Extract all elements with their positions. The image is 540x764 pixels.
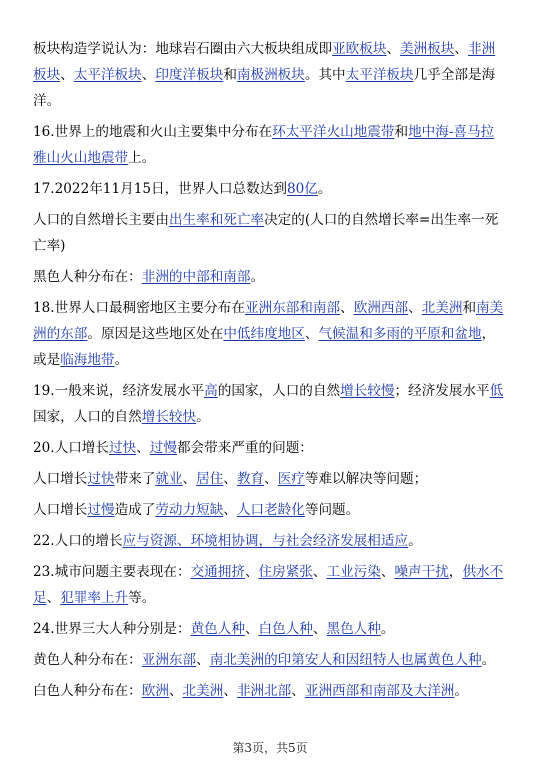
text-segment: ；经济发展水平 [394,383,490,399]
text-segment: 。 [250,269,265,285]
underlined-answer: 南北美洲的印第安人和因纽特人也属黄色人种 [209,652,482,668]
text-segment: 16.世界上的地震和火山主要集中分布在 [33,124,273,140]
text-segment: 、 [264,471,278,487]
text-segment: 、 [223,502,237,518]
text-segment: 决定的(人口的自然增长率=出生率一死 [264,212,499,228]
text-segment: 板块构造学说认为：地球岩石圈由六大板块组成即 [33,41,333,57]
text-line [33,559,509,585]
text-line [33,233,509,259]
text-segment: 。 [408,533,422,549]
text-segment: ， [481,326,496,342]
text-segment: 上。 [128,150,156,166]
underlined-answer: 低 [489,383,504,399]
underlined-answer: 噪声干扰 [394,564,449,580]
underlined-answer: 应与资源、环境相协调，与社会经济发展相适应 [122,533,409,549]
underlined-answer: 住房紧张 [258,564,313,580]
text-line [33,62,509,88]
text-segment: 20.人口增长 [33,440,109,456]
text-line [33,497,509,523]
underlined-answer: 过慢 [87,502,115,518]
text-line [33,295,509,321]
text-line [33,36,509,62]
underlined-answer: 交通拥挤 [190,564,245,580]
text-segment: 、 [454,41,468,57]
underlined-answer: 工业污染 [326,564,381,580]
underlined-answer: 劳动力短缺 [155,502,224,518]
underlined-answer: 黑色人种 [326,621,381,637]
text-segment: 。 [317,181,332,197]
underlined-answer: 临海地带 [60,352,115,368]
text-segment: ， [448,564,463,580]
text-segment: 、 [182,471,197,487]
underlined-answer: 教育 [236,471,265,487]
text-segment: 、 [223,471,237,487]
underlined-answer: 足 [33,590,47,606]
text-segment: 、 [136,440,150,456]
text-segment: 。原因是这些地区处在 [87,326,224,342]
text-segment: 。其中 [304,67,346,83]
text-segment: 、 [304,326,319,342]
text-segment: 、 [380,564,395,580]
underlined-answer: 太平洋板块 [73,67,142,83]
underlined-answer: 亚欧板块 [332,41,387,57]
underlined-answer: 非洲的中部和南部 [141,269,251,285]
text-line [33,678,509,704]
text-segment: 、 [168,683,183,699]
underlined-answer: 亚洲西部和南部及大洋洲 [304,683,455,699]
text-segment: 、 [223,683,237,699]
underlined-answer: 亚洲东部和南部 [244,300,341,316]
underlined-answer: 南美 [476,300,504,316]
text-segment: 。 [454,683,468,699]
underlined-answer: 北美洲 [421,300,463,316]
underlined-answer: 南极洲板块 [236,67,305,83]
text-segment: 。 [196,409,210,425]
text-line [33,145,509,171]
text-segment: 人口的自然增长主要由 [33,212,169,228]
text-line [33,404,509,430]
underlined-answer: 过快 [87,471,115,487]
page-number-label: 第3页，共5页 [232,741,308,755]
text-line [33,176,509,202]
text-segment: 和 [223,67,237,83]
text-line [33,264,509,290]
text-line [33,616,509,642]
text-segment: 、 [408,300,422,316]
page-body [33,36,509,704]
underlined-answer: 板块 [33,67,61,83]
text-segment: 、 [60,67,74,83]
text-line [33,88,509,114]
text-segment: 22.人口的增长 [33,533,123,549]
underlined-answer: 中低纬度地区 [223,326,305,342]
text-segment: 24.世界三大人种分别是： [33,621,191,637]
text-segment: 亡率) [33,238,66,254]
underlined-answer: 洲的东部 [33,326,88,342]
underlined-answer: 80亿 [286,181,318,197]
text-line [33,585,509,611]
text-segment: 17.2022年11月15日，世界人口总数达到 [33,181,287,197]
text-segment: 。 [114,352,129,368]
text-segment: 、 [196,652,210,668]
text-segment: 洋。 [33,93,61,109]
text-segment: 、 [291,683,305,699]
underlined-answer: 供水不 [462,564,504,580]
text-segment: 、 [386,41,401,57]
underlined-answer: 白色人种 [258,621,313,637]
text-segment: 、 [244,621,259,637]
text-segment: 和 [394,124,409,140]
underlined-answer: 增长较快 [141,409,197,425]
text-segment: 、 [244,564,259,580]
underlined-answer: 犯罪率上升 [60,590,129,606]
underlined-answer: 欧洲西部 [353,300,409,316]
underlined-answer: 美洲板块 [400,41,455,57]
underlined-answer: 医疗 [277,471,305,487]
underlined-answer: 非洲 [468,41,496,57]
text-line [33,528,509,554]
underlined-answer: 黄色人种 [190,621,245,637]
underlined-answer: 太平洋板块 [345,67,414,83]
underlined-answer: 地中海-喜马拉 [408,124,495,140]
text-segment: 人口增长 [33,471,88,487]
underlined-answer: 环太平洋火山地震带 [272,124,395,140]
text-segment: 和 [462,300,477,316]
underlined-answer: 北美洲 [182,683,224,699]
text-segment: 等难以解决等问题； [304,471,428,487]
text-segment: 黄色人种分布在： [33,652,142,668]
underlined-answer: 增长较慢 [340,383,395,399]
underlined-answer: 非洲北部 [236,683,292,699]
underlined-answer: 欧洲 [141,683,169,699]
text-segment: 带来了 [114,471,156,487]
underlined-answer: 居住 [196,471,224,487]
page-footer [0,739,540,756]
text-line [33,321,509,347]
text-segment: 、 [312,621,327,637]
text-line [33,347,509,373]
underlined-answer: 气候温和多雨的平原和盆地 [318,326,482,342]
text-segment: 、 [340,300,354,316]
text-segment: 23.城市问题主要表现在： [33,564,191,580]
text-segment: 。 [481,652,496,668]
text-segment: 或是 [33,352,61,368]
text-line [33,378,509,404]
text-segment: 19.一般来说，经济发展水平 [33,383,205,399]
text-segment: 18.世界人口最稠密地区主要分布在 [33,300,245,316]
underlined-answer: 人口老龄化 [236,502,305,518]
text-segment: 、 [312,564,327,580]
underlined-answer: 出生率和死亡率 [168,212,265,228]
text-segment: 几乎全部是海 [413,67,496,83]
underlined-answer: 印度洋板块 [155,67,224,83]
text-segment: 等问题。 [304,502,360,518]
underlined-answer: 高 [204,383,218,399]
text-segment: 等。 [128,590,156,606]
text-line [33,119,509,145]
text-segment: 白色人种分布在： [33,683,142,699]
text-segment: 。 [380,621,395,637]
text-segment: 都会带来严重的问题： [176,440,313,456]
text-segment: 黑色人种分布在： [33,269,142,285]
underlined-answer: 亚洲东部 [141,652,197,668]
underlined-answer: 过慢 [149,440,177,456]
text-segment: 、 [141,67,156,83]
underlined-answer: 过快 [109,440,137,456]
text-line [33,207,509,233]
underlined-answer: 雅山火山地震带 [33,150,129,166]
text-segment: 、 [46,590,61,606]
text-line [33,647,509,673]
text-segment: 的国家，人口的自然 [217,383,341,399]
text-segment: 造成了 [114,502,156,518]
text-line [33,466,509,492]
text-line [33,435,509,461]
text-segment: 人口增长 [33,502,88,518]
underlined-answer: 就业 [155,471,183,487]
text-segment: 国家，人口的自然 [33,409,142,425]
